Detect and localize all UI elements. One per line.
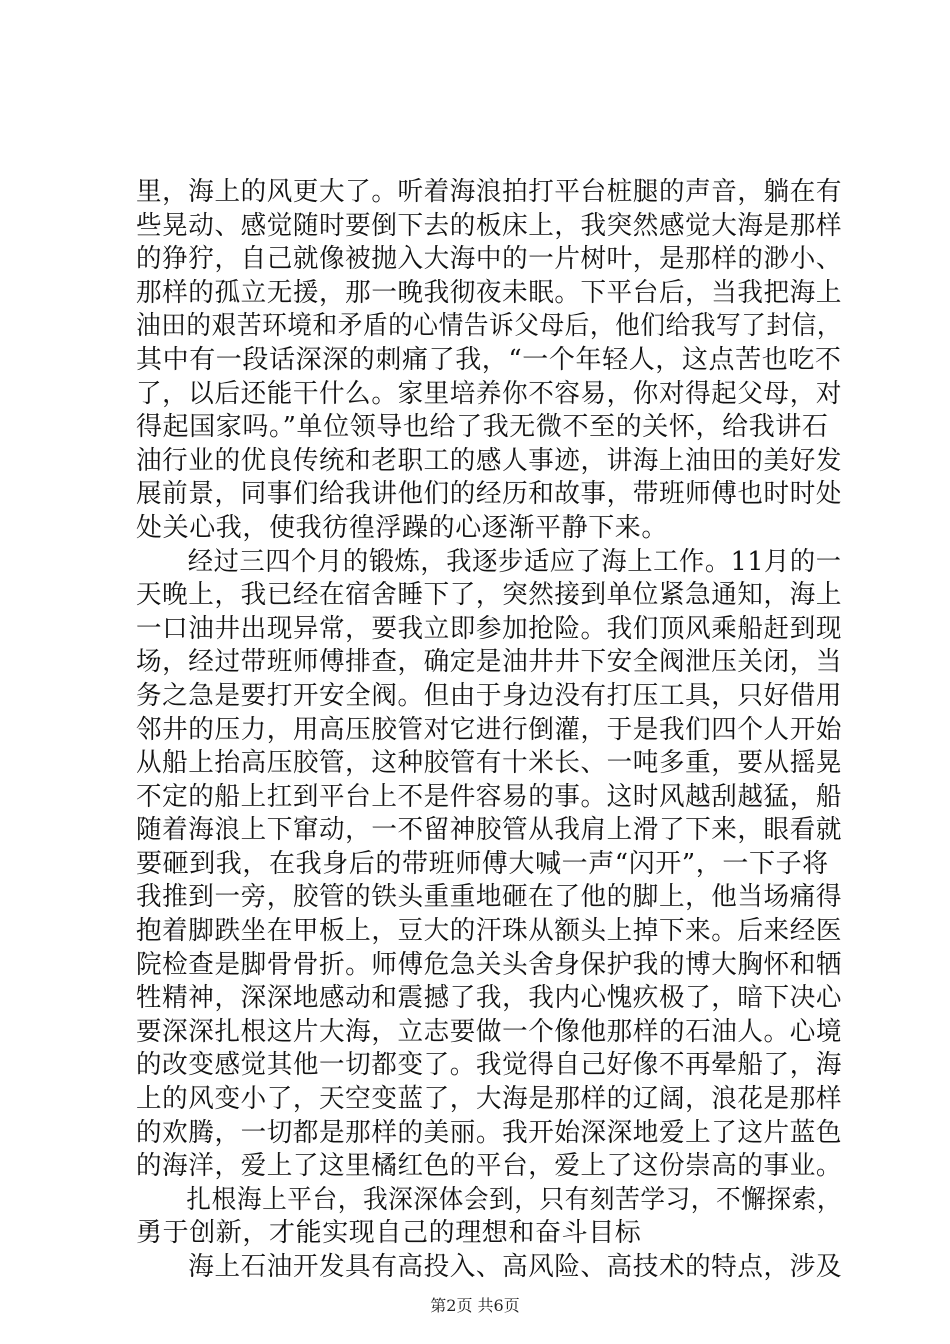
text-line: 随着海浪上下窜动，一不留神胶管从我肩上滑了下来，眼看就 — [136, 815, 842, 846]
text-line: 不定的船上扛到平台上不是件容易的事。这时风越刮越猛，船 — [136, 781, 842, 812]
text-line: 我推到一旁，胶管的铁头重重地砸在了他的脚上，他当场痛得 — [136, 882, 842, 913]
text-line: 那样的孤立无援，那一晚我彻夜未眠。下平台后，当我把海上 — [136, 277, 842, 308]
paragraph — [136, 1184, 843, 1251]
text-line: 扎根海上平台，我深深体会到，只有刻苦学习，不懈探索， — [136, 1184, 843, 1215]
text-line: 的欢腾，一切都是那样的美丽。我开始深深地爱上了这片蓝色 — [136, 1117, 842, 1148]
text-line: 些晃动、感觉随时要倒下去的板床上，我突然感觉大海是那样 — [136, 210, 842, 241]
text-line: 场，经过带班师傅排查，确定是油井井下安全阀泄压关闭，当 — [136, 647, 842, 678]
text-line: 天晚上，我已经在宿舍睡下了，突然接到单位紧急通知，海上 — [136, 580, 842, 611]
page-footer: 第2页 共6页 — [430, 1296, 520, 1315]
text-line: 其中有一段话深深的刺痛了我，“一个年轻人，这点苦也吃不 — [136, 344, 842, 375]
text-line: 勇于创新，才能实现自己的理想和奋斗目标 — [136, 1218, 642, 1249]
text-line: 院检查是脚骨骨折。师傅危急关头舍身保护我的博大胸怀和牺 — [136, 949, 842, 980]
text-line: 上的风变小了，天空变蓝了，大海是那样的辽阔，浪花是那样 — [136, 1084, 842, 1115]
text-line: 展前景，同事们给我讲他们的经历和故事，带班师傅也时时处 — [136, 479, 842, 510]
text-line: 油田的艰苦环境和矛盾的心情告诉父母后，他们给我写了封信， — [136, 311, 843, 342]
text-line: 务之急是要打开安全阀。但由于身边没有打压工具，只好借用 — [136, 680, 842, 711]
text-line: 了，以后还能干什么。家里培养你不容易，你对得起父母，对 — [136, 378, 842, 409]
text-line: 的海洋，爱上了这里橘红色的平台，爱上了这份崇高的事业。 — [136, 1151, 842, 1182]
text-line: 一口油井出现异常，要我立即参加抢险。我们顶风乘船赶到现 — [136, 613, 842, 644]
text-line: 海上石油开发具有高投入、高风险、高技术的特点，涉及 — [136, 1252, 842, 1282]
text-line: 从船上抬高压胶管，这种胶管有十米长、一吨多重，要从摇晃 — [136, 748, 842, 779]
text-line: 邻井的压力，用高压胶管对它进行倒灌，于是我们四个人开始 — [136, 714, 842, 745]
text-line: 抱着脚跌坐在甲板上，豆大的汗珠从额头上掉下来。后来经医 — [136, 916, 842, 947]
text-line: 油行业的优良传统和老职工的感人事迹，讲海上油田的美好发 — [136, 445, 842, 476]
text-line: 要砸到我，在我身后的带班师傅大喊一声“闪开”，一下子将 — [136, 848, 829, 879]
text-line: 里，海上的风更大了。听着海浪拍打平台桩腿的声音，躺在有 — [136, 177, 842, 207]
text-line: 的狰狞，自己就像被抛入大海中的一片树叶，是那样的渺小、 — [136, 244, 842, 275]
text-line: 的改变感觉其他一切都变了。我觉得自己好像不再晕船了，海 — [136, 1050, 842, 1081]
paragraph — [136, 546, 842, 1184]
text-line: 要深深扎根这片大海，立志要做一个像他那样的石油人。心境 — [136, 1016, 842, 1047]
paragraph — [136, 176, 843, 546]
text-line: 经过三四个月的锻炼，我逐步适应了海上工作。11月的一 — [136, 546, 842, 577]
text-line: 得起国家吗。”单位领导也给了我无微不至的关怀，给我讲石 — [136, 412, 829, 443]
text-line: 牲精神，深深地感动和震撼了我，我内心愧疚极了，暗下决心 — [136, 983, 842, 1014]
body-text — [136, 176, 843, 1285]
text-line: 处关心我，使我彷徨浮躁的心逐渐平静下来。 — [136, 512, 669, 543]
paragraph — [136, 1251, 842, 1285]
